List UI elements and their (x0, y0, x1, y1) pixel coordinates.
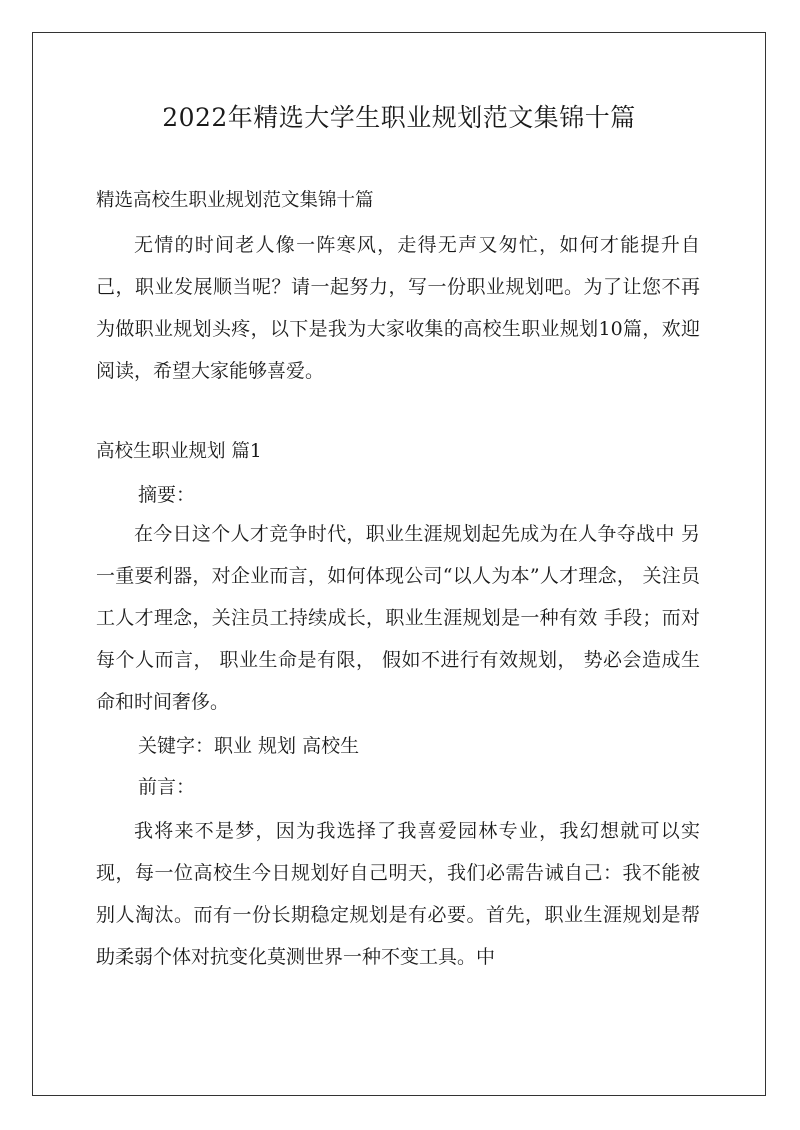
preface-paragraph: 我将来不是梦，因为我选择了我喜爱园林专业，我幻想就可以实现，每一位高校生今日规划好自己明天，我们必需告诫自己：我不能被别人淘汰。而有一份长期稳定规划是有必要。首先，职业生涯规划是帮助柔弱个体对抗变化莫测世界一种不变工具。中 (96, 820, 700, 968)
section-heading: 高校生职业规划 篇1 (96, 441, 262, 462)
document-title: 2022年精选大学生职业规划范文集锦十篇 (162, 103, 636, 132)
abstract-label: 摘要： (138, 484, 196, 506)
keywords-line: 关键字：职业 规划 高校生 (138, 735, 360, 757)
intro-paragraph: 无情的时间老人像一阵寒风，走得无声又匆忙，如何才能提升自己，职业发展顺当呢？请一起努力，写一份职业规划吧。为了让您不再为做职业规划头疼，以下是我为大家收集的高校生职业规划10篇，欢迎阅读，希望大家能够喜爱。 (96, 234, 700, 382)
document-subtitle: 精选高校生职业规划范文集锦十篇 (96, 190, 374, 211)
abstract-paragraph: 在今日这个人才竞争时代，职业生涯规划起先成为在人争夺战中 另一重要利器，对企业而言，如何体现公司“以人为本”人才理念， 关注员工人才理念，关注员工持续成长，职业生涯规划是一种有效 手段；而对每个人而言， 职业生命是有限， 假如不进行有效规划， 势必会造成生命和时间奢侈。 (96, 523, 700, 713)
preface-label: 前言： (138, 776, 196, 798)
